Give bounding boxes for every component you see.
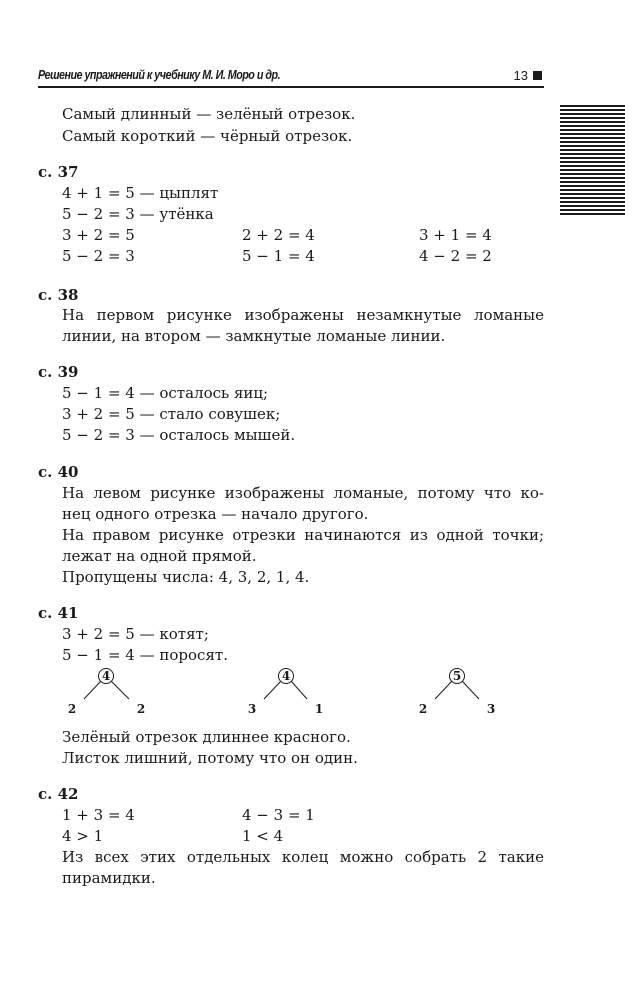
text-line: пирамидки. (62, 869, 156, 887)
square-marker-icon (533, 71, 542, 80)
equation: 2 + 2 = 4 (242, 226, 315, 244)
section-label-42: с. 42 (38, 785, 79, 803)
equation: 3 + 2 = 5 (62, 226, 135, 244)
equation: 1 < 4 (242, 827, 284, 845)
equation: 1 + 3 = 4 (62, 806, 135, 824)
section-label-37: с. 37 (38, 163, 79, 181)
tree-top-number: 5 (452, 669, 462, 683)
text-line: Самый короткий — чёрный отрезок. (62, 127, 353, 145)
text-line: Самый длинный — зелёный отрезок. (62, 105, 356, 123)
tree-right-number: 2 (136, 702, 146, 716)
text-line: На первом рисунке изображены незамкнутые ломаные (62, 306, 544, 324)
text-line: 3 + 2 = 5 — котят; (62, 625, 209, 643)
text-line: нец одного отрезка — начало другого. (62, 505, 369, 523)
tree-left-number: 2 (418, 702, 428, 716)
header-rule (38, 86, 544, 88)
page-number: 13 (513, 68, 528, 83)
text-line: 5 − 2 = 3 — осталось мышей. (62, 426, 296, 444)
equation: 5 − 1 = 4 (242, 247, 315, 265)
text-line: 5 − 1 = 4 — осталось яиц; (62, 384, 269, 402)
text-line: 5 − 1 = 4 — поросят. (62, 646, 228, 664)
equation: 4 > 1 (62, 827, 104, 845)
section-label-38: с. 38 (38, 286, 79, 304)
book-title: Решение упражнений к учебнику М. И. Моро и др. (38, 68, 281, 82)
tree-branch-left (264, 681, 281, 699)
text-line: 5 − 2 = 3 — утёнка (62, 205, 214, 223)
tree-branch-right (462, 681, 479, 699)
section-label-39: с. 39 (38, 363, 79, 381)
tree-branch-left (435, 681, 452, 699)
text-line: 4 + 1 = 5 — цыплят (62, 184, 219, 202)
tree-top-number: 4 (101, 669, 111, 683)
text-line: Листок лишний, потому что он один. (62, 749, 358, 767)
text-line: Пропущены числа: 4, 3, 2, 1, 4. (62, 568, 310, 586)
text-line: 3 + 2 = 5 — стало совушек; (62, 405, 281, 423)
equation: 4 − 3 = 1 (242, 806, 315, 824)
text-line: Зелёный отрезок длиннее красного. (62, 728, 351, 746)
tree-right-number: 3 (486, 702, 496, 716)
running-header (38, 68, 544, 86)
tree-right-number: 1 (314, 702, 324, 716)
text-line: лежат на одной прямой. (62, 547, 257, 565)
tree-left-number: 3 (247, 702, 257, 716)
number-tree (419, 669, 495, 717)
striped-side-tab (560, 105, 625, 215)
section-label-40: с. 40 (38, 463, 79, 481)
tree-branch-left (84, 681, 101, 699)
tree-left-number: 2 (67, 702, 77, 716)
number-tree (68, 669, 145, 717)
equation: 3 + 1 = 4 (419, 226, 492, 244)
text-line: На правом рисунке отрезки начинаются из одной точки; (62, 526, 544, 544)
text-line: Из всех этих отдельных колец можно собрать 2 такие (62, 848, 544, 866)
number-trees-diagram (0, 660, 638, 720)
number-tree (248, 669, 323, 717)
text-line: На левом рисунке изображены ломаные, потому что ко- (62, 484, 544, 502)
equation: 5 − 2 = 3 (62, 247, 135, 265)
tree-branch-right (111, 681, 129, 699)
section-label-41: с. 41 (38, 604, 79, 622)
tree-top-number: 4 (281, 669, 291, 683)
tree-branch-right (291, 681, 307, 699)
text-line: линии, на втором — замкнутые ломаные линии. (62, 327, 446, 345)
equation: 4 − 2 = 2 (419, 247, 492, 265)
